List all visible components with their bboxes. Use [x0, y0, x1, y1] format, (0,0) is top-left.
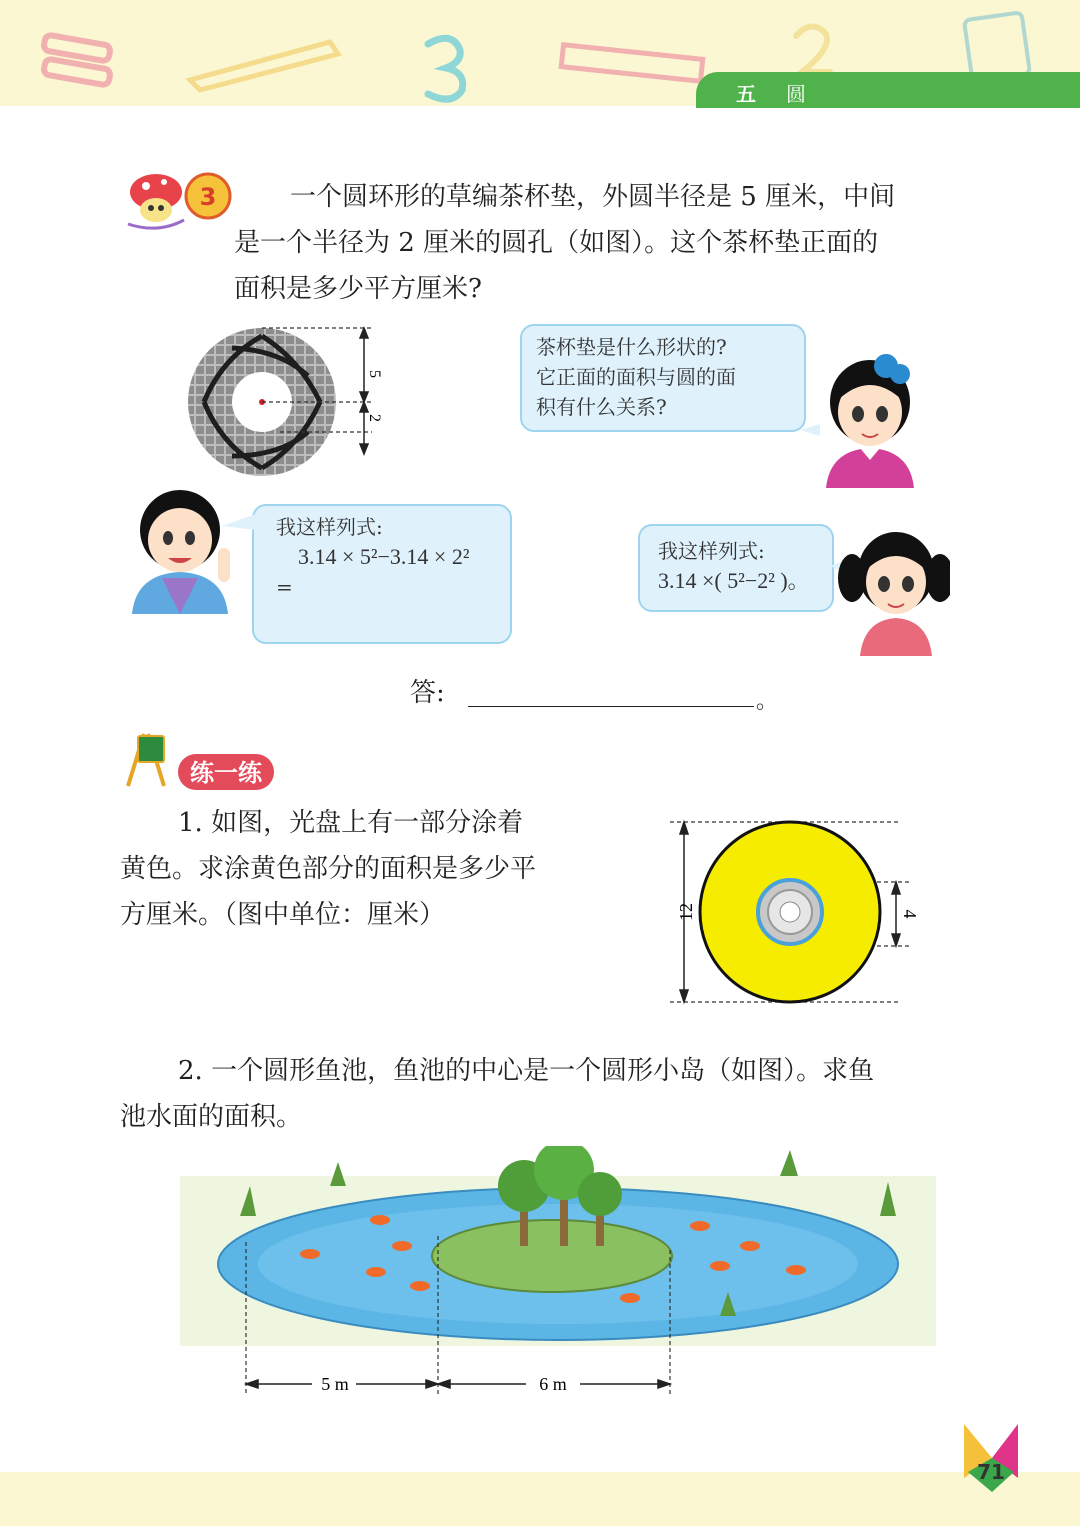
- boy-bubble-line1: 我这样列式:: [276, 515, 383, 539]
- speech-bubble-girl-right: [638, 524, 834, 612]
- island-to-edge-label: 5 m: [321, 1374, 349, 1394]
- bubble-line: 积有什么关系?: [536, 395, 667, 419]
- island-radius-label: 6 m: [539, 1374, 567, 1394]
- cd-diameter-label: 12: [676, 903, 696, 921]
- cd-diagram: [660, 812, 920, 1012]
- number-three-icon: [428, 38, 463, 99]
- bubble-line: 茶杯垫是什么形状的?: [536, 335, 727, 359]
- boy-character: [128, 478, 240, 614]
- girl-character-top: [800, 340, 920, 488]
- cd-hole-diameter-label: 4: [900, 909, 920, 919]
- example-number: 3: [199, 183, 217, 211]
- eraser-icon: [43, 34, 111, 85]
- coaster-outer-radius-label: 5: [366, 370, 383, 378]
- chapter-number: 五: [736, 82, 756, 106]
- girl-formula: 3.14 ×( 5²−2² )。: [658, 568, 810, 593]
- q1-line3: 方厘米。（图中单位：厘米）: [120, 900, 446, 930]
- example-badge: [118, 164, 234, 230]
- bubble-tail: [222, 512, 256, 532]
- boy-bubble-equals: =: [276, 575, 293, 599]
- island: [432, 1220, 672, 1292]
- example-text-line1: 一个圆环形的草编茶杯垫，外圆半径是 5 厘米，中间: [290, 182, 896, 212]
- practice-title: 练一练: [190, 759, 262, 787]
- girl-character-right: [830, 526, 950, 656]
- chapter-title: 圆: [786, 82, 806, 106]
- q2-line2: 池水面的面积。: [120, 1102, 303, 1132]
- answer-label: 答:: [410, 678, 445, 708]
- footer-band: [0, 1472, 1080, 1526]
- q1-line1: 1. 如图，光盘上有一部分涂着: [178, 808, 524, 838]
- boy-formula: 3.14 × 5²−3.14 × 2²: [298, 544, 470, 569]
- q2-line1: 2. 一个圆形鱼池，鱼池的中心是一个圆形小岛（如图）。求鱼: [178, 1056, 875, 1086]
- coaster-diagram: [180, 320, 400, 480]
- practice-badge: [118, 726, 278, 792]
- chalkboard-icon: [128, 734, 164, 786]
- example-text-line2: 是一个半径为 2 厘米的圆孔（如图）。这个茶杯垫正面的: [234, 228, 879, 258]
- girl-bubble-line1: 我这样列式:: [658, 539, 765, 563]
- answer-end-mark: 。: [756, 689, 779, 714]
- coaster-inner-radius-label: 2: [366, 414, 383, 422]
- fish-pond-illustration: [180, 1146, 936, 1406]
- speech-bubble-girl-top: [520, 324, 806, 432]
- mushroom-mascot-icon: [128, 174, 184, 228]
- ruler-icon: [561, 45, 703, 82]
- chapter-bar: [696, 72, 1080, 108]
- bubble-line: 它正面的面积与圆的面: [536, 365, 736, 389]
- page-number: 71: [977, 1460, 1005, 1484]
- number-two-icon: [796, 26, 830, 72]
- q1-line2: 黄色。求涂黄色部分的面积是多少平: [120, 854, 537, 884]
- example-text-line3: 面积是多少平方厘米?: [234, 274, 482, 304]
- answer-blank[interactable]: [468, 706, 754, 707]
- pencil-icon: [190, 42, 338, 90]
- speech-bubble-boy: [252, 504, 512, 644]
